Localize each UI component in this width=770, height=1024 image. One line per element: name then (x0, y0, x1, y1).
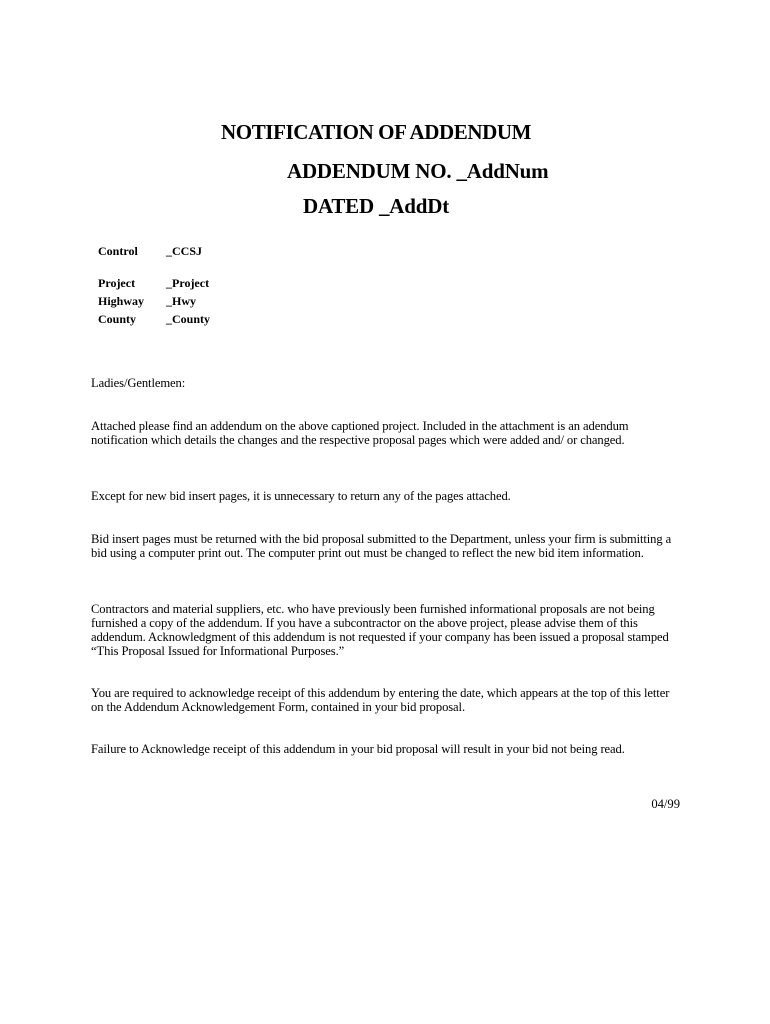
paragraph-contractors: Contractors and material suppliers, etc. who have previously been furnished informational proposals are not being furnished a copy of the addendum. If you have a subcontractor on the above project, please advise them of this addendum. Acknowledgment of this addendum is not requested if your company has been issued a proposal stamped “This Proposal Issued for Informational Purposes.” (91, 602, 669, 658)
addendum-number: ADDENDUM NO. _AddNum (287, 159, 549, 183)
paragraph-bid-insert: Bid insert pages must be returned with the bid proposal submitted to the Department, unless your firm is submitting a bid using a computer print out. The computer print out must be changed to reflect the new bid item information. (91, 532, 672, 560)
field-value: _Project (166, 276, 210, 290)
field-project (98, 276, 209, 291)
field-label: Highway (98, 294, 145, 308)
paragraph-acknowledge: You are required to acknowledge receipt of this addendum by entering the date, which appears at the top of this letter on the Addendum Acknowledgement Form, contained in your bid proposal. (91, 686, 670, 714)
field-value: _County (166, 312, 211, 326)
field-county (98, 312, 210, 327)
field-label: County (98, 312, 137, 326)
form-revision-code: 04/99 (651, 797, 680, 811)
paragraph-return-pages: Except for new bid insert pages, it is unnecessary to return any of the pages attached. (91, 489, 511, 503)
field-value: _Hwy (166, 294, 196, 308)
addendum-date: DATED _AddDt (303, 194, 449, 218)
paragraph-failure: Failure to Acknowledge receipt of this addendum in your bid proposal will result in your bid not being read. (91, 742, 625, 756)
field-label: Control (98, 244, 138, 258)
field-value: _CCSJ (166, 244, 203, 258)
field-control (98, 244, 202, 259)
document-title: NOTIFICATION OF ADDENDUM (221, 120, 532, 144)
salutation: Ladies/Gentlemen: (91, 376, 186, 390)
field-highway (98, 294, 196, 309)
paragraph-attachment: Attached please find an addendum on the above captioned project. Included in the attachment is an adendum notification which details the changes and the respective proposal pages which were added and/ or changed. (91, 419, 629, 447)
field-label: Project (98, 276, 136, 290)
